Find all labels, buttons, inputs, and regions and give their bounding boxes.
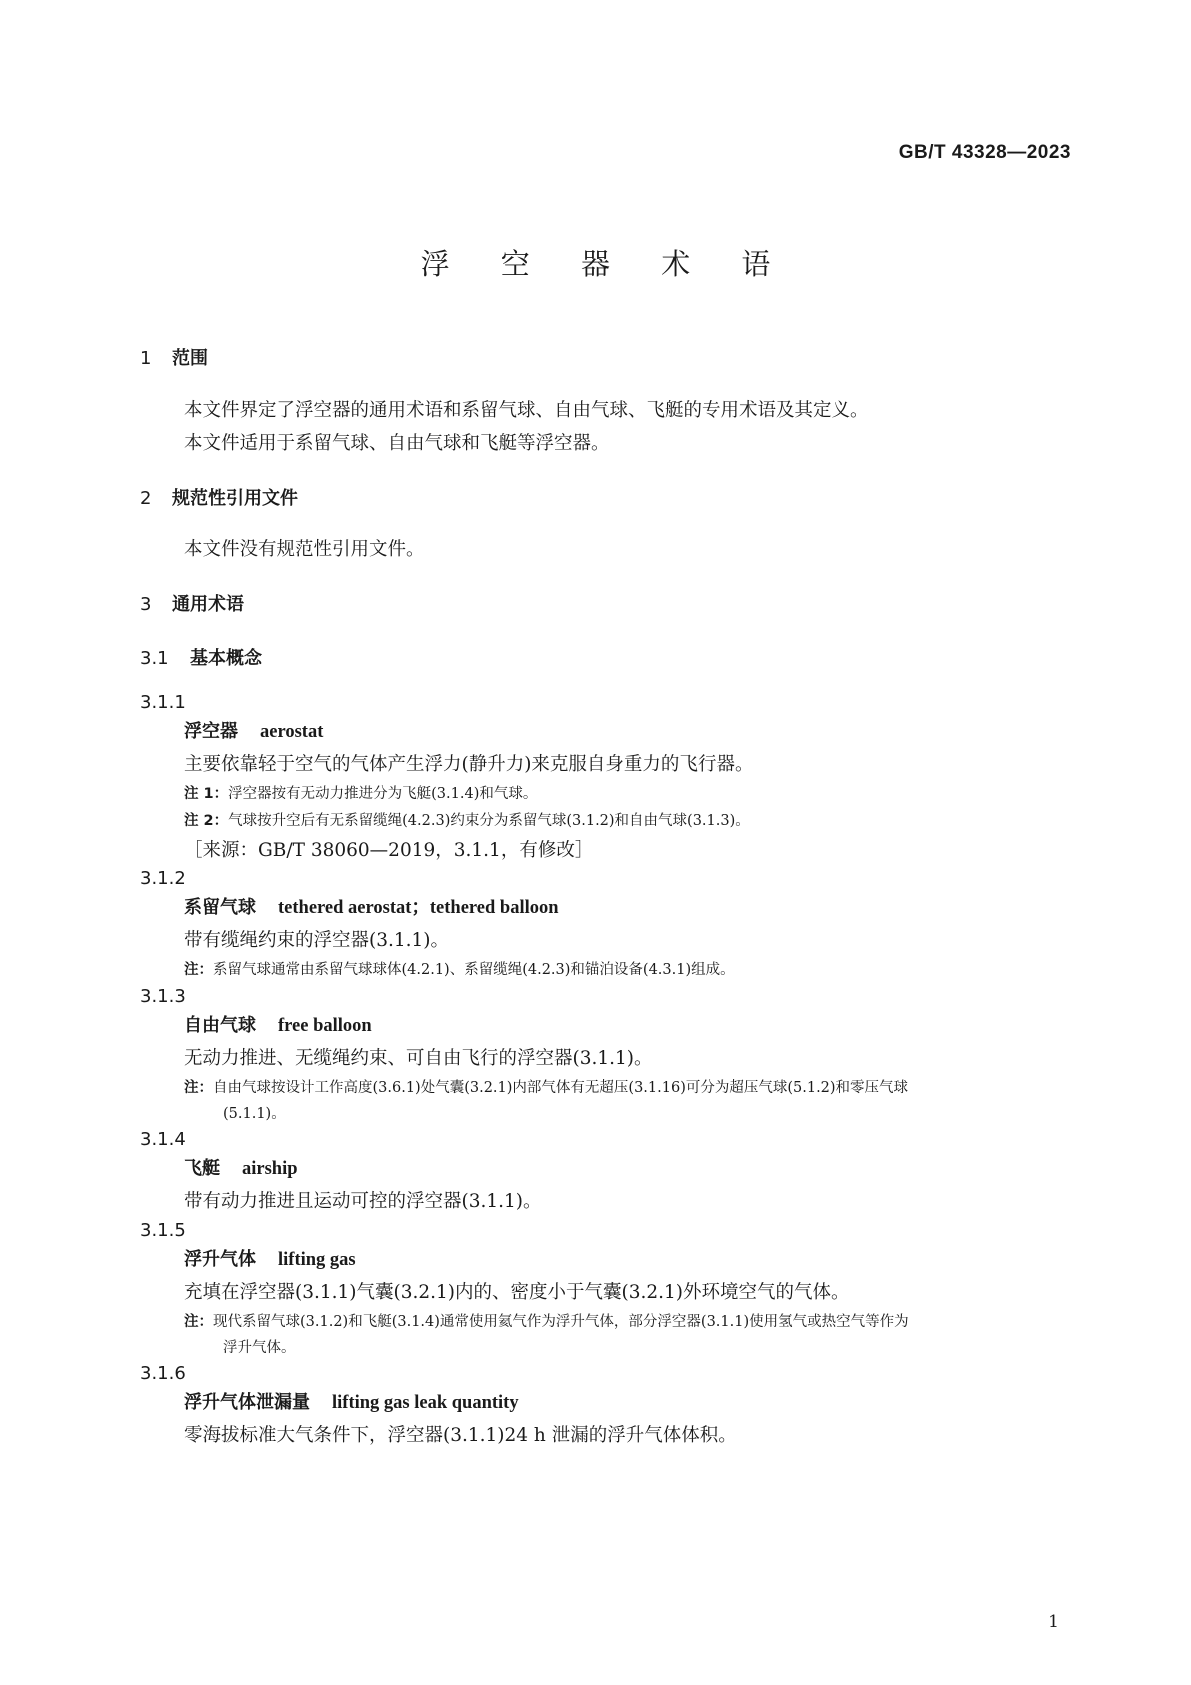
section-1-heading bbox=[140, 346, 1080, 372]
section-number: 1 bbox=[140, 348, 152, 369]
note-continuation: 浮升气体。 bbox=[223, 1340, 296, 1356]
section-2-heading bbox=[140, 486, 1080, 512]
term-note bbox=[184, 1075, 1080, 1102]
note-continuation: (5.1.1)。 bbox=[223, 1106, 286, 1122]
note-text: 浮空器按有无动力推进分为飞艇(3.1.4)和气球。 bbox=[228, 786, 538, 802]
section-3-heading bbox=[140, 592, 1080, 618]
term-english: tethered aerostat；tethered balloon bbox=[278, 898, 559, 918]
term-definition: 带有缆绳约束的浮空器(3.1.1)。 bbox=[184, 930, 450, 951]
note-text: 现代系留气球(3.1.2)和飞艇(3.1.4)通常使用氦气作为浮升气体，部分浮空器(3.1.1)使用氢气或热空气等作为 bbox=[213, 1314, 909, 1330]
term-definition: 充填在浮空器(3.1.1)气囊(3.2.1)内的、密度小于气囊(3.2.1)外环境空气的气体。 bbox=[184, 1282, 850, 1303]
term-entry bbox=[184, 1153, 1080, 1185]
term-number: 3.1.4 bbox=[140, 1129, 186, 1150]
term-chinese: 浮升气体泄漏量 bbox=[184, 1392, 310, 1413]
term-definition: 主要依靠轻于空气的气体产生浮力(静升力)来克服自身重力的飞行器。 bbox=[184, 754, 754, 775]
section-title: 范围 bbox=[172, 348, 208, 369]
section-number: 2 bbox=[140, 488, 152, 509]
term-definition: 无动力推进、无缆绳约束、可自由飞行的浮空器(3.1.1)。 bbox=[184, 1048, 653, 1069]
subsection-number: 3.1 bbox=[140, 648, 169, 669]
term-chinese: 浮空器 bbox=[184, 721, 238, 742]
term-entry bbox=[184, 892, 1080, 924]
note-text: 自由气球按设计工作高度(3.6.1)处气囊(3.2.1)内部气体有无超压(3.1.16)可分为超压气球(5.1.2)和零压气球 bbox=[213, 1080, 909, 1096]
note-text: 气球按升空后有无系留缆绳(4.2.3)约束分为系留气球(3.1.2)和自由气球(3.1.3)。 bbox=[228, 813, 750, 829]
term-number: 3.1.3 bbox=[140, 986, 186, 1007]
note-label: 注： bbox=[184, 962, 213, 978]
term-english: lifting gas leak quantity bbox=[332, 1393, 519, 1413]
term-chinese: 飞艇 bbox=[184, 1158, 220, 1179]
section-title: 通用术语 bbox=[172, 594, 244, 615]
document-title: 浮 空 器 术 语 bbox=[420, 247, 792, 281]
term-entry bbox=[184, 1387, 1080, 1419]
section-title: 规范性引用文件 bbox=[172, 488, 298, 509]
note-label: 注： bbox=[184, 1314, 213, 1330]
term-entry bbox=[184, 1244, 1080, 1276]
standard-code: GB/T 43328—2023 bbox=[898, 142, 1071, 163]
term-note bbox=[184, 957, 1080, 984]
term-english: free balloon bbox=[278, 1016, 372, 1036]
term-english: airship bbox=[242, 1159, 298, 1179]
term-chinese: 自由气球 bbox=[184, 1015, 256, 1036]
note-label: 注 2： bbox=[184, 813, 229, 829]
term-definition: 零海拔标准大气条件下，浮空器(3.1.1)24 h 泄漏的浮升气体体积。 bbox=[184, 1425, 737, 1446]
term-number: 3.1.6 bbox=[140, 1363, 186, 1384]
note-text: 系留气球通常由系留气球球体(4.2.1)、系留缆绳(4.2.3)和锚泊设备(4.3.1)组成。 bbox=[213, 962, 735, 978]
note-label: 注： bbox=[184, 1080, 213, 1096]
term-definition: 带有动力推进且运动可控的浮空器(3.1.1)。 bbox=[184, 1191, 542, 1212]
subsection-title: 基本概念 bbox=[190, 648, 262, 669]
document-body bbox=[140, 346, 1080, 1452]
page-number: 1 bbox=[1048, 1612, 1059, 1632]
term-chinese: 浮升气体 bbox=[184, 1249, 256, 1270]
note-label: 注 1： bbox=[184, 786, 229, 802]
term-number: 3.1.2 bbox=[140, 868, 186, 889]
term-note bbox=[184, 1309, 1080, 1336]
subsection-3-1-heading bbox=[140, 646, 1080, 672]
term-source: ［来源：GB/T 38060—2019，3.1.1，有修改］ bbox=[184, 840, 594, 861]
paragraph: 本文件界定了浮空器的通用术语和系留气球、自由气球、飞艇的专用术语及其定义。 bbox=[184, 400, 869, 421]
term-entry bbox=[184, 716, 1080, 748]
term-note bbox=[184, 808, 1080, 835]
paragraph: 本文件适用于系留气球、自由气球和飞艇等浮空器。 bbox=[184, 433, 610, 454]
section-number: 3 bbox=[140, 594, 152, 615]
term-chinese: 系留气球 bbox=[184, 897, 256, 918]
paragraph: 本文件没有规范性引用文件。 bbox=[184, 539, 425, 560]
term-english: aerostat bbox=[260, 722, 324, 742]
term-number: 3.1.1 bbox=[140, 692, 186, 713]
term-number: 3.1.5 bbox=[140, 1220, 186, 1241]
term-note bbox=[184, 781, 1080, 808]
term-english: lifting gas bbox=[278, 1250, 356, 1270]
term-entry bbox=[184, 1010, 1080, 1042]
